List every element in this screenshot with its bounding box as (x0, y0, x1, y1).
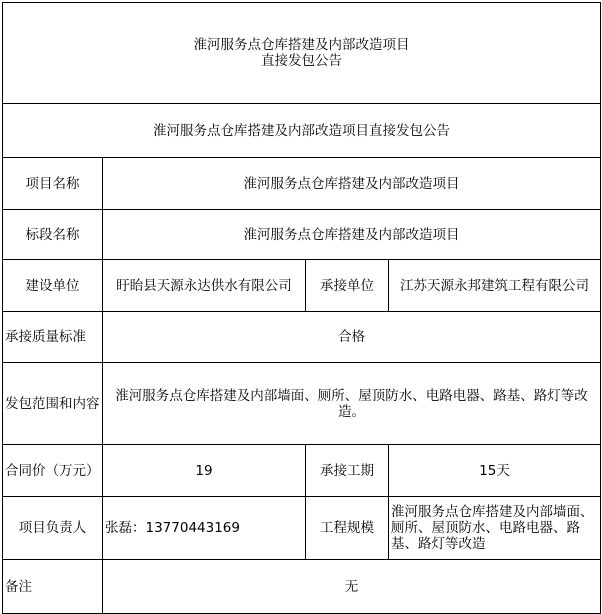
price-value: 19 (103, 445, 306, 497)
notice-title (3, 3, 601, 104)
builder-value: 盱眙县天源永达供水有限公司 (103, 260, 306, 312)
duration-label: 承接工期 (306, 445, 389, 497)
notice-title-line-2: 直接发包公告 (261, 53, 342, 69)
notice-table (2, 2, 601, 614)
notice-title-line-1: 淮河服务点仓库搭建及内部改造项目 (193, 37, 410, 53)
section-name-value: 淮河服务点仓库搭建及内部改造项目 (103, 210, 601, 260)
builder-label: 建设单位 (3, 260, 103, 312)
scope-value: 淮河服务点仓库搭建及内部墙面、厕所、屋顶防水、电路电器、路基、路灯等改造。 (103, 363, 601, 445)
contractor-value: 江苏天源永邦建筑工程有限公司 (389, 260, 601, 312)
notice-subtitle: 淮河服务点仓库搭建及内部改造项目直接发包公告 (3, 104, 601, 158)
project-name-label: 项目名称 (3, 158, 103, 210)
quality-label: 承接质量标准 (3, 312, 103, 363)
quality-value: 合格 (103, 312, 601, 363)
scale-label: 工程规模 (306, 497, 389, 560)
scale-value: 淮河服务点仓库搭建及内部墙面、厕所、屋顶防水、电路电器、路基、路灯等改造 (389, 497, 601, 560)
section-name-label: 标段名称 (3, 210, 103, 260)
project-name-value: 淮河服务点仓库搭建及内部改造项目 (103, 158, 601, 210)
remark-value: 无 (103, 560, 601, 614)
remark-label: 备注 (3, 560, 103, 614)
duration-value: 15天 (389, 445, 601, 497)
price-label: 合同价（万元） (3, 445, 103, 497)
scope-label: 发包范围和内容 (3, 363, 103, 445)
contractor-label: 承接单位 (306, 260, 389, 312)
manager-label: 项目负责人 (3, 497, 103, 560)
manager-value: 张磊：13770443169 (103, 497, 306, 560)
